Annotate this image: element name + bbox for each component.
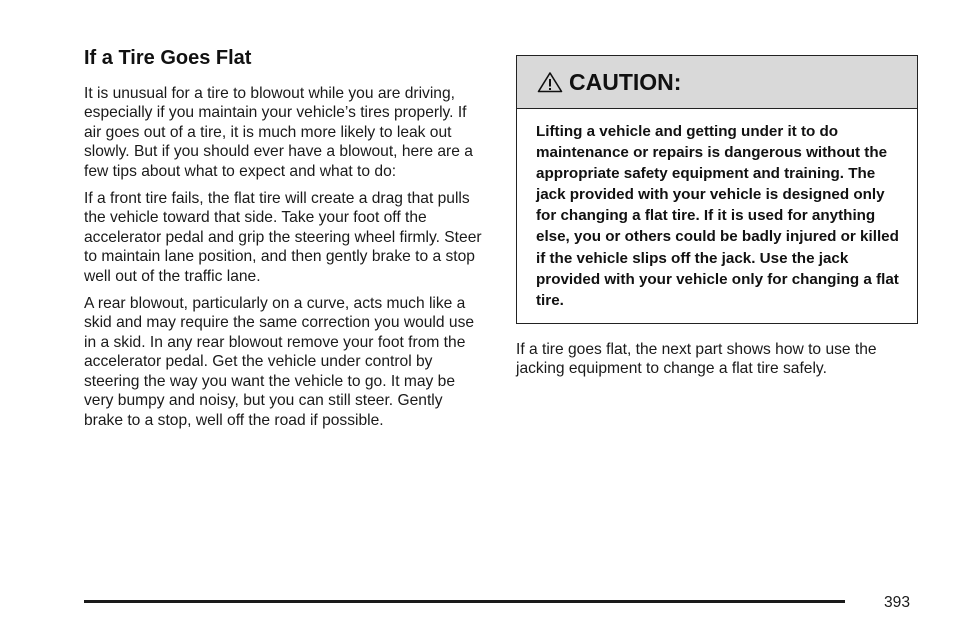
caution-header [517, 56, 917, 109]
right-column [516, 55, 918, 395]
footer-divider [84, 600, 845, 603]
left-column [84, 46, 484, 438]
paragraph-intro: It is unusual for a tire to blowout while you are driving, especially if you maintain your vehicle’s tires properly. If air goes out of a tire, it is much more likely to leak out slowly. But if you should ever have a blowout, here are a few tips about what to expect and what to do: [84, 85, 473, 180]
page-number: 393 [884, 594, 911, 611]
paragraph-front-tire: If a front tire fails, the flat tire will create a drag that pulls the vehicle toward that side. Take your foot off the accelerator pedal and grip the steering wheel firmly. Steer to maintain lane position, and then gently brake to a stop well out of the traffic lane. [84, 190, 482, 285]
caution-box [516, 55, 918, 324]
warning-triangle-icon [537, 71, 563, 93]
caution-title: CAUTION: [569, 68, 682, 95]
section-title: If a Tire Goes Flat [84, 47, 252, 69]
jacking-note: If a tire goes flat, the next part shows how to use the jacking equipment to change a flat tire safely. [516, 340, 877, 378]
paragraph-rear-tire: A rear blowout, particularly on a curve, acts much like a skid and may require the same correction you would use in a skid. In any rear blowout remove your foot from the accelerator pedal. Get the vehicle under control by steering the way you want the vehicle to go. It may be very bumpy and noisy, but you can still steer. Gently brake to a stop, well off the road if possible. [84, 295, 475, 429]
caution-body: Lifting a vehicle and getting under it to do maintenance or repairs is dangerous without the appropriate safety equipment and training. The jack provided with your vehicle is designed only for changing a flat tire. If it is used for anything else, you or others could be badly injured or killed if the vehicle slips off the jack. Use the jack provided with your vehicle only for changing a flat tire. [536, 123, 899, 309]
